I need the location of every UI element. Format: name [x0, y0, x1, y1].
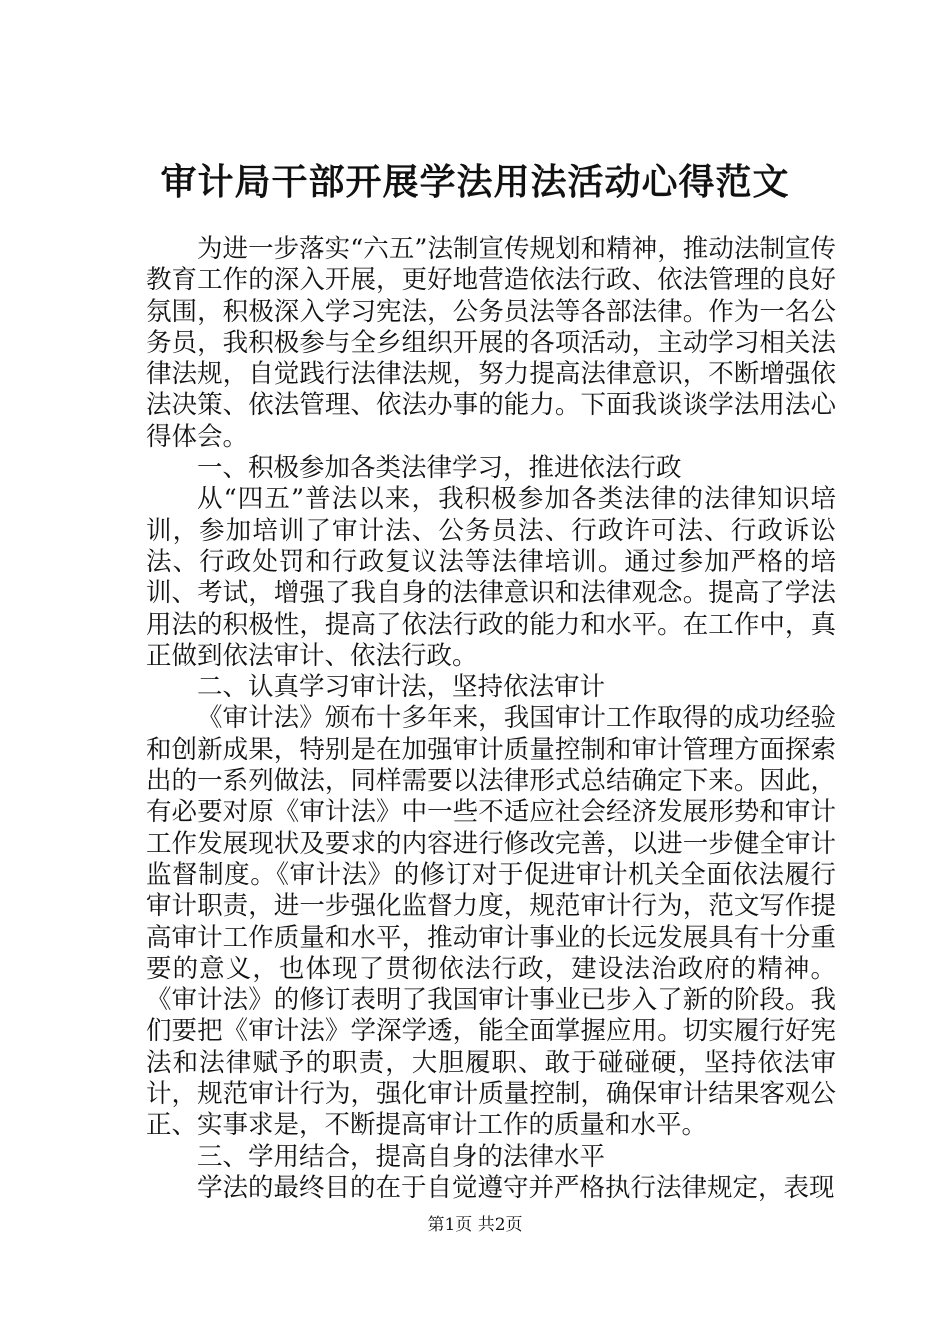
section-heading-2: 二、认真学习审计法，坚持依法审计 [197, 672, 606, 703]
section-2-paragraph: 《审计法》颁布十多年来，我国审计工作取得的成功经验和创新成果，特别是在加强审计质量控制和审计管理方面探索出的一系列做法，同样需要以法律形式总结确定下来。因此，有必要对原《审计法》中一些不适应社会经济发展形势和审计工作发展现状及要求的内容进行修改完善，以进一步健全审计监督制度。《审计法》的修订对于促进审计机关全面依法履行审计职责，进一步强化监督力度，规范审计行为，范文写作提高审计工作质量和水平，推动审计事业的长远发展具有十分重要的意义，也体现了贯彻依法行政，建设法治政府的精神。《审计法》的修订表明了我国审计事业已步入了新的阶段。我们要把《审计法》学深学透，能全面掌握应用。切实履行好宪法和法律赋予的职责，大胆履职、敢于碰碰硬，坚持依法审计，规范审计行为，强化审计质量控制，确保审计结果客观公正、实事求是，不断提高审计工作的质量和水平。 [146, 703, 836, 1141]
page-footer: 第1页 共2页 [427, 1215, 523, 1235]
document-body [146, 234, 836, 1204]
intro-paragraph: 为进一步落实“六五”法制宣传规划和精神，推动法制宣传教育工作的深入开展，更好地营造依法行政、依法管理的良好氛围，积极深入学习宪法，公务员法等各部法律。作为一名公务员，我积极参与全乡组织开展的各项活动，主动学习相关法律法规，自觉践行法律法规，努力提高法律意识，不断增强依法决策、依法管理、依法办事的能力。下面我谈谈学法用法心得体会。 [146, 234, 836, 452]
section-3-paragraph: 学法的最终目的在于自觉遵守并严格执行法律规定，表现 [197, 1172, 835, 1203]
document-title: 审计局干部开展学法用法活动心得范文 [160, 161, 790, 203]
section-1-paragraph: 从“四五”普法以来，我积极参加各类法律的法律知识培训，参加培训了审计法、公务员法、行政许可法、行政诉讼法、行政处罚和行政复议法等法律培训。通过参加严格的培训、考试，增强了我自身的法律意识和法律观念。提高了学法用法的积极性，提高了依法行政的能力和水平。在工作中，真正做到依法审计、依法行政。 [146, 484, 836, 671]
section-heading-3: 三、学用结合，提高自身的法律水平 [197, 1141, 606, 1172]
section-heading-1: 一、积极参加各类法律学习，推进依法行政 [197, 453, 682, 484]
